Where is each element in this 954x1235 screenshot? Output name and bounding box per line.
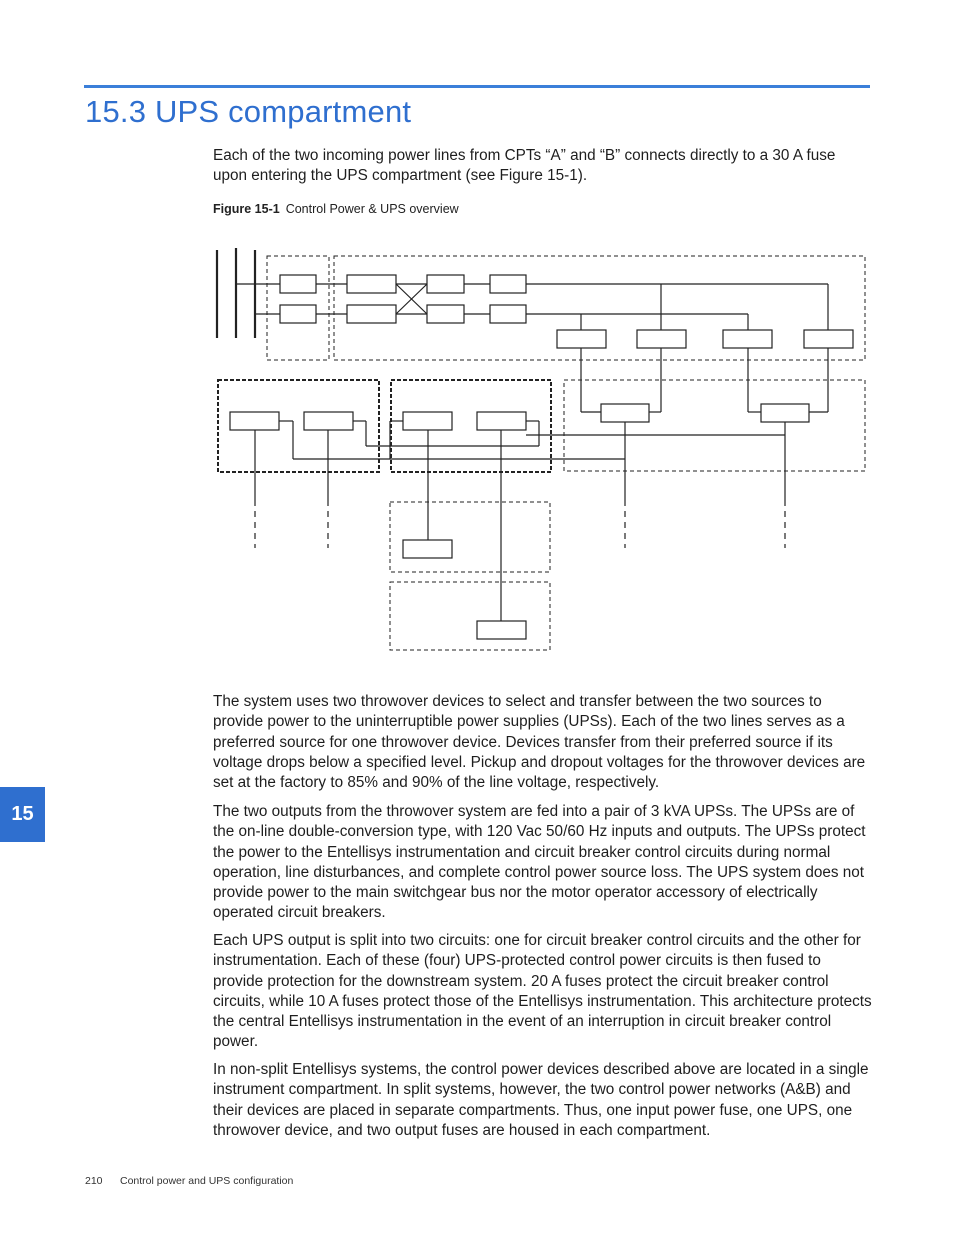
output-fuse-compartment-a-boundary <box>218 380 379 472</box>
input-fuse-a <box>280 275 316 293</box>
instrumentation-b <box>477 621 526 639</box>
ups-compartment-boundary <box>564 380 865 471</box>
ups-unit-b <box>761 404 809 422</box>
page-number: 210 <box>85 1175 103 1187</box>
output-fuse-b1 <box>403 412 452 430</box>
ups-feed-b <box>490 305 526 323</box>
output-fuse-compartment-b-boundary <box>391 380 551 472</box>
footer-chapter-title: Control power and UPS configuration <box>120 1175 294 1187</box>
figure-label: Figure 15-1 <box>213 202 280 216</box>
section-title: 15.3 UPS compartment <box>85 94 412 129</box>
ups-breaker-b2 <box>804 330 853 348</box>
fuse-compartment-boundary <box>267 256 329 360</box>
throwover-output-b <box>427 305 464 323</box>
output-fuse-a2 <box>304 412 353 430</box>
ups-unit-a <box>601 404 649 422</box>
throwover-input-a <box>347 275 396 293</box>
intro-paragraph: Each of the two incoming power lines from CPTs “A” and “B” connects directly to a 30 A fuse upon entering the UPS compartment (see Figure 15-1). <box>213 147 836 185</box>
body-paragraph-1: The system uses two throwover devices to select and transfer between the two sources to provide power to the uninterruptible power supplies (UPSs). Each of the two lines serves as a preferred source for one throwover device. Devices transfer from their preferred source if its voltage drops below a specified level. Pickup and dropout voltages for the throwover devices are set at the factory to 85% and 90% of the line voltage, respectively. <box>213 693 866 792</box>
output-fuse-b2 <box>477 412 526 430</box>
ups-breaker-a1 <box>557 330 606 348</box>
body-paragraph-4: In non-split Entellisys systems, the control power devices described above are located in a single instrument compartment. In split systems, however, the two control power networks (A&B) and their devices are placed in separate compartments. Thus, one input power fuse, one UPS, one throwover device, and two output fuses are housed in each compartment. <box>213 1061 869 1139</box>
throwover-output-a <box>427 275 464 293</box>
body-paragraph-3: Each UPS output is split into two circuits: one for circuit breaker control circuits and the other for instrumentation. Each of these (four) UPS-protected control power circuits is then fused to provide protection for the downstream system. 20 A fuses protect the circuit breaker control circuits, while 10 A fuses protect those of the Entellisys instrumentation. This architecture protects the central Entellisys instrumentation in the event of an interruption in circuit breaker control power. <box>213 932 872 1051</box>
throwover-input-b <box>347 305 396 323</box>
instrumentation-compartment-b-boundary <box>390 582 550 650</box>
chapter-tab: 15 <box>0 787 45 842</box>
output-fuse-a1 <box>230 412 279 430</box>
incoming-bus-bars <box>217 248 255 338</box>
instrumentation-a <box>403 540 452 558</box>
ups-breaker-b1 <box>723 330 772 348</box>
throwover-compartment-boundary <box>334 256 865 360</box>
instrumentation-compartment-a-boundary <box>390 502 550 572</box>
ups-feed-a <box>490 275 526 293</box>
input-fuse-b <box>280 305 316 323</box>
body-paragraph-2: The two outputs from the throwover system are fed into a pair of 3 kVA UPSs. The UPSs are of the on-line double-conversion type, with 120 Vac 50/60 Hz inputs and outputs. The UPSs protect the power to the Entellisys instrumentation and circuit breaker control circuits during normal operation, line disturbances, and complete control power source loss. The UPS system does not provide power to the main switchgear bus nor the motor operator accessory of electrically operated circuit breakers. <box>213 803 866 922</box>
figure-caption-text: Control Power & UPS overview <box>285 202 459 216</box>
ups-breaker-a2 <box>637 330 686 348</box>
